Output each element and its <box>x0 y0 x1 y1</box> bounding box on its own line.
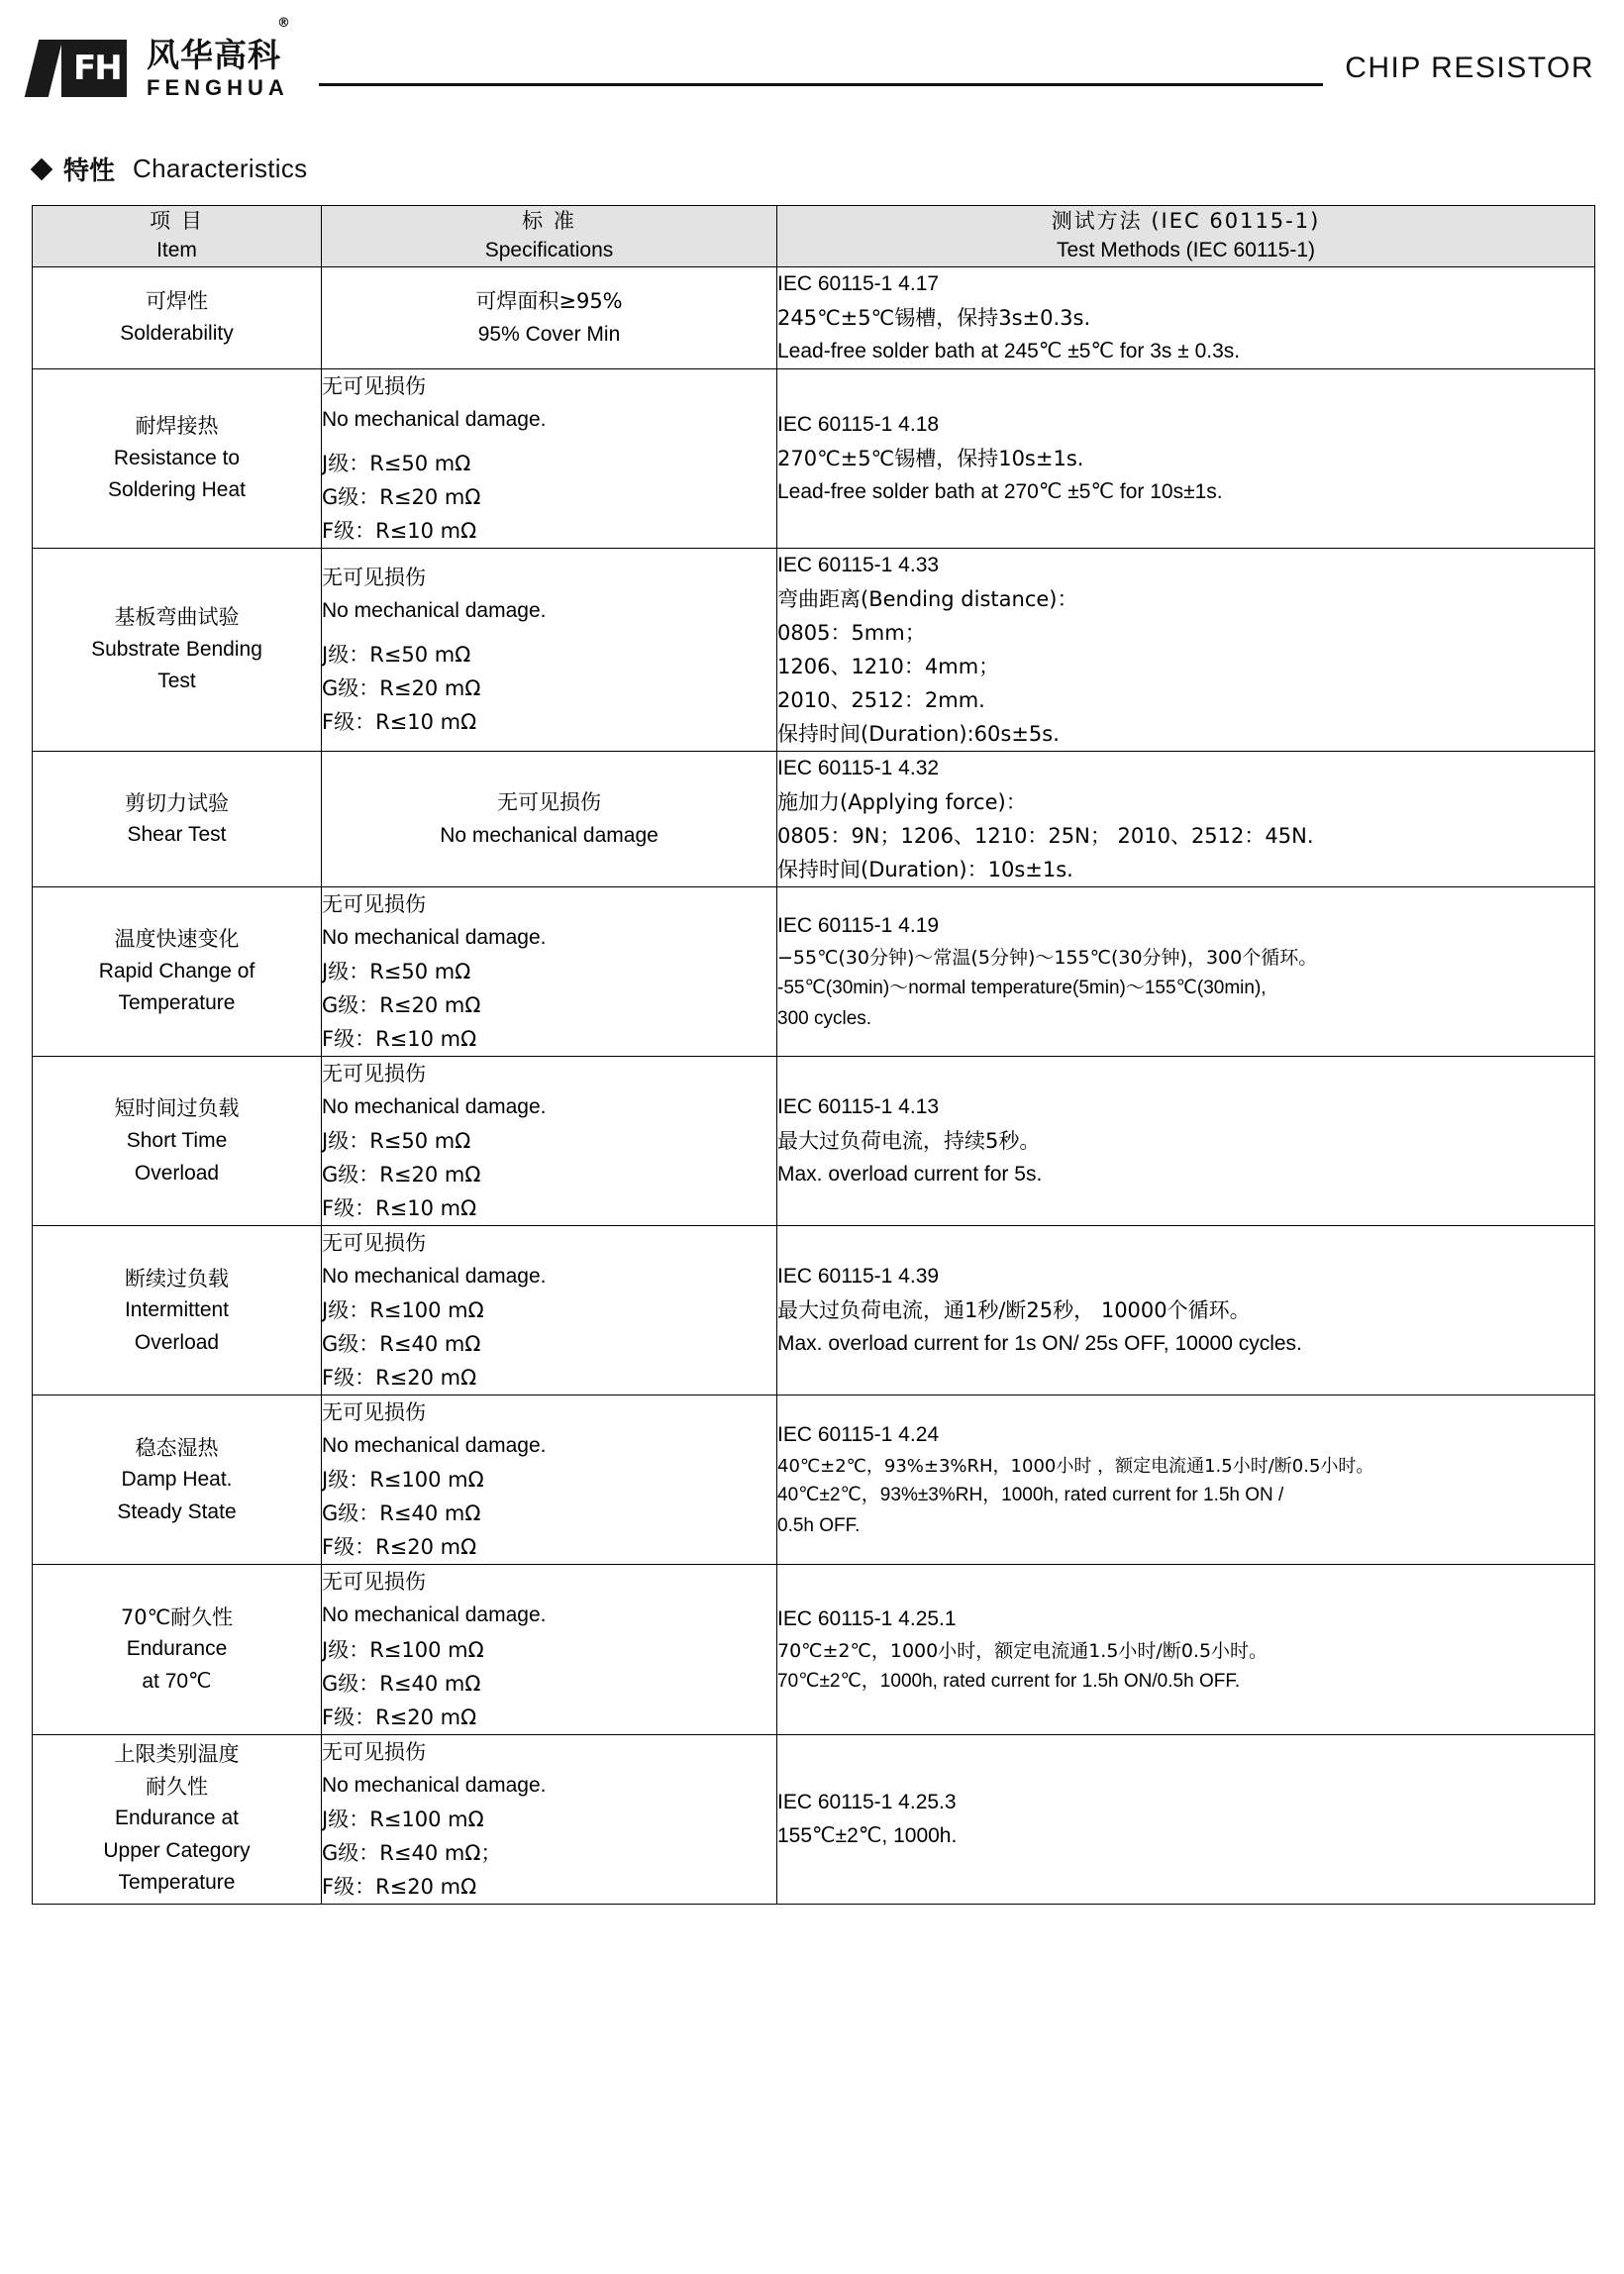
spec-line: F级：R≤20 mΩ <box>322 1535 477 1560</box>
item-label-cn: 断续过负载 <box>125 1266 229 1291</box>
document-title: CHIP RESISTOR <box>1345 52 1594 84</box>
method-line: 2010、2512：2mm. <box>777 688 985 713</box>
spec-line: 无可见损伤 <box>497 790 601 815</box>
spec-line: J级：R≤100 mΩ <box>322 1807 484 1831</box>
spec-line: J级：R≤50 mΩ <box>322 1129 471 1154</box>
cell-item <box>33 549 322 752</box>
column-header-specifications <box>322 206 777 267</box>
spec-line: J级：R≤100 mΩ <box>322 1637 484 1662</box>
column-header-test-methods <box>777 206 1595 267</box>
method-line: 155℃±2℃, 1000h. <box>777 1823 958 1847</box>
cell-test-method <box>777 1565 1595 1734</box>
cell-test-method <box>777 1226 1595 1395</box>
spec-line: G级：R≤20 mΩ <box>322 993 481 1018</box>
method-line: 300 cycles. <box>777 1007 872 1029</box>
method-line: Lead-free solder bath at 245℃ ±5℃ for 3s ± 0.3s. <box>777 339 1241 362</box>
spec-line: 无可见损伤 <box>322 1739 426 1764</box>
method-line: IEC 60115-1 4.18 <box>777 412 940 436</box>
spec-line: 无可见损伤 <box>322 373 426 398</box>
cell-specification <box>322 1226 777 1395</box>
section-title-en: Characteristics <box>133 154 308 183</box>
table-row <box>33 752 1595 887</box>
method-line: 最大过负荷电流，持续5秒。 <box>777 1129 1041 1154</box>
method-line: IEC 60115-1 4.33 <box>777 554 940 576</box>
method-line: Lead-free solder bath at 270℃ ±5℃ for 10s±1s. <box>777 479 1223 503</box>
cell-specification <box>322 1734 777 1904</box>
spec-line: 无可见损伤 <box>322 1570 426 1595</box>
spec-line: G级：R≤40 mΩ <box>322 1671 481 1696</box>
diamond-bullet-icon <box>31 157 53 180</box>
method-line: IEC 60115-1 4.13 <box>777 1095 940 1119</box>
column-header-spec-en: Specifications <box>484 239 614 262</box>
logo-name-en: FENGHUA <box>147 74 289 100</box>
cell-item <box>33 266 322 368</box>
cell-test-method <box>777 368 1595 548</box>
method-line: -55℃(30min)～normal temperature(5min)～155℃(30min), <box>777 977 1267 998</box>
spec-line: 95% Cover Min <box>477 322 621 346</box>
column-header-item-cn: 项 目 <box>150 209 204 233</box>
table-row <box>33 887 1595 1057</box>
cell-item <box>33 368 322 548</box>
spec-line: F级：R≤10 mΩ <box>322 1027 477 1052</box>
item-label-en: Rapid Change of Temperature <box>98 959 255 1015</box>
method-line: 保持时间(Duration)：10s±1s. <box>777 858 1073 882</box>
cell-test-method <box>777 1057 1595 1226</box>
cell-specification <box>322 368 777 548</box>
spec-line: J级：R≤100 mΩ <box>322 1298 484 1323</box>
spec-line: G级：R≤20 mΩ <box>322 1163 481 1188</box>
table-row <box>33 1565 1595 1734</box>
registered-mark-icon: ® <box>277 15 291 31</box>
spec-line: F级：R≤20 mΩ <box>322 1366 477 1391</box>
spec-line: No mechanical damage. <box>322 1603 547 1627</box>
table-body <box>33 266 1595 1904</box>
cell-test-method <box>777 549 1595 752</box>
method-line: 0805：9N；1206、1210：25N； 2010、2512：45N. <box>777 824 1314 849</box>
cell-item <box>33 1395 322 1565</box>
cell-specification <box>322 752 777 887</box>
header-divider <box>319 83 1323 86</box>
method-line: 施加力(Applying force)： <box>777 790 1027 815</box>
spec-line: No mechanical damage. <box>322 407 547 431</box>
column-header-method-cn: 测试方法 (IEC 60115-1) <box>1051 209 1321 233</box>
logo-wordmark <box>147 15 295 100</box>
item-label-en: Endurance at Upper Category Temperature <box>103 1807 251 1895</box>
cell-specification <box>322 1057 777 1226</box>
cell-item <box>33 1734 322 1904</box>
spec-line: 无可见损伤 <box>322 566 426 589</box>
table-header-row <box>33 206 1595 267</box>
column-header-spec-cn: 标 准 <box>522 209 576 233</box>
spec-line: J级：R≤100 mΩ <box>322 1468 484 1493</box>
spec-line: F级：R≤20 mΩ <box>322 1874 477 1899</box>
table-row <box>33 1734 1595 1904</box>
section-heading <box>34 151 1594 187</box>
method-line: 40℃±2℃，93%±3%RH，1000h, rated current for 1.5h ON / <box>777 1485 1284 1506</box>
spec-line: G级：R≤40 mΩ <box>322 1332 481 1357</box>
item-label-cn: 剪切力试验 <box>125 790 229 815</box>
spec-line: No mechanical damage. <box>322 599 547 623</box>
cell-test-method <box>777 1395 1595 1565</box>
cell-specification <box>322 1395 777 1565</box>
column-header-method-en: Test Methods (IEC 60115-1) <box>1056 239 1316 262</box>
spec-line: F级：R≤10 mΩ <box>322 1196 477 1221</box>
method-line: 245℃±5℃锡槽，保持3s±0.3s. <box>777 305 1091 330</box>
method-line: 270℃±5℃锡槽，保持10s±1s. <box>777 446 1084 470</box>
column-header-item <box>33 206 322 267</box>
table-row <box>33 266 1595 368</box>
logo-name-cn: 风华高科® <box>147 15 291 74</box>
method-line: IEC 60115-1 4.25.3 <box>777 1790 957 1813</box>
logo-glyph: FH <box>73 49 121 88</box>
item-label-cn: 短时间过负载 <box>114 1096 240 1121</box>
method-line: −55℃(30分钟)～常温(5分钟)～155℃(30分钟)，300个循环。 <box>777 947 1318 970</box>
cell-specification <box>322 1565 777 1734</box>
method-line: 40℃±2℃，93%±3%RH，1000小时 ，额定电流通1.5小时/断0.5小时。 <box>777 1456 1374 1478</box>
item-label-en: Damp Heat. Steady State <box>117 1468 237 1523</box>
item-label-en: Substrate Bending Test <box>91 637 262 693</box>
method-line: IEC 60115-1 4.24 <box>777 1423 940 1447</box>
spec-line: G级：R≤20 mΩ <box>322 676 481 701</box>
column-header-item-en: Item <box>156 239 197 262</box>
method-line: 70℃±2℃，1000h, rated current for 1.5h ON/0.5h OFF. <box>777 1670 1241 1692</box>
item-label-en: Short Time Overload <box>126 1129 228 1185</box>
cell-specification <box>322 549 777 752</box>
method-line: Max. overload current for 1s ON/ 25s OFF, 10000 cycles. <box>777 1332 1302 1356</box>
item-label-cn: 70℃耐久性 <box>120 1604 234 1629</box>
spec-line: No mechanical damage <box>440 824 659 848</box>
spec-line: J级：R≤50 mΩ <box>322 960 471 984</box>
item-label-en: Endurance at 70℃ <box>126 1637 228 1693</box>
method-line: IEC 60115-1 4.19 <box>777 914 940 938</box>
item-label-en: Shear Test <box>127 823 227 847</box>
cell-item <box>33 752 322 887</box>
cell-item <box>33 1565 322 1734</box>
spec-line: J级：R≤50 mΩ <box>322 643 471 668</box>
fenghua-logo-icon <box>30 38 133 99</box>
method-line: IEC 60115-1 4.17 <box>777 271 940 295</box>
method-line: Max. overload current for 5s. <box>777 1163 1043 1187</box>
spec-line: 无可见损伤 <box>322 1062 426 1086</box>
spec-line: G级：R≤20 mΩ <box>322 484 481 509</box>
characteristics-table <box>32 205 1595 1905</box>
cell-item <box>33 1057 322 1226</box>
spec-line: F级：R≤10 mΩ <box>322 710 477 735</box>
cell-specification <box>322 887 777 1057</box>
page-header <box>30 15 1594 111</box>
spec-line: 无可见损伤 <box>322 1231 426 1256</box>
method-line: IEC 60115-1 4.32 <box>777 757 940 780</box>
spec-line: No mechanical damage. <box>322 926 547 950</box>
item-label-cn: 耐焊接热 <box>135 414 219 439</box>
spec-line: G级：R≤40 mΩ； <box>322 1840 502 1865</box>
cell-test-method <box>777 752 1595 887</box>
cell-test-method <box>777 887 1595 1057</box>
method-line: 保持时间(Duration):60s±5s. <box>777 722 1060 747</box>
spec-line: 可焊面积≥95% <box>475 288 623 313</box>
method-line: 0.5h OFF. <box>777 1515 861 1537</box>
spec-line: No mechanical damage. <box>322 1265 547 1289</box>
company-logo <box>30 15 295 100</box>
method-line: 0805：5mm； <box>777 621 926 646</box>
section-title-cn: 特性 <box>63 156 116 186</box>
cell-test-method <box>777 266 1595 368</box>
method-line: 1206、1210：4mm； <box>777 655 1000 679</box>
spec-line: No mechanical damage. <box>322 1773 547 1797</box>
item-label-cn: 可焊性 <box>146 289 208 314</box>
item-label-cn: 上限类别温度 耐久性 <box>114 1742 240 1799</box>
table-row <box>33 1395 1595 1565</box>
spec-line: 无可见损伤 <box>322 1400 426 1425</box>
item-label-cn: 基板弯曲试验 <box>114 605 240 630</box>
spec-line: J级：R≤50 mΩ <box>322 451 471 475</box>
table-row <box>33 549 1595 752</box>
cell-item <box>33 887 322 1057</box>
cell-specification <box>322 266 777 368</box>
item-label-en: Resistance to Soldering Heat <box>108 446 246 502</box>
method-line: IEC 60115-1 4.25.1 <box>777 1606 957 1630</box>
table-row <box>33 1057 1595 1226</box>
method-line: 弯曲距离(Bending distance)： <box>777 587 1078 612</box>
spec-line: No mechanical damage. <box>322 1434 547 1458</box>
table-row <box>33 1226 1595 1395</box>
spec-line: F级：R≤10 mΩ <box>322 518 477 543</box>
item-label-en: Intermittent Overload <box>124 1298 230 1354</box>
method-line: 最大过负荷电流，通1秒/断25秒， 10000个循环。 <box>777 1298 1251 1323</box>
item-label-en: Solderability <box>120 321 234 345</box>
method-line: IEC 60115-1 4.39 <box>777 1265 940 1289</box>
spec-line: No mechanical damage. <box>322 1095 547 1119</box>
cell-test-method <box>777 1734 1595 1904</box>
spec-line: 无可见损伤 <box>322 892 426 917</box>
table-row <box>33 368 1595 548</box>
cell-item <box>33 1226 322 1395</box>
item-label-cn: 温度快速变化 <box>114 927 240 952</box>
spec-line: F级：R≤20 mΩ <box>322 1705 477 1729</box>
method-line: 70℃±2℃，1000小时，额定电流通1.5小时/断0.5小时。 <box>777 1639 1269 1662</box>
spec-line: G级：R≤40 mΩ <box>322 1501 481 1526</box>
item-label-cn: 稳态湿热 <box>135 1435 219 1460</box>
